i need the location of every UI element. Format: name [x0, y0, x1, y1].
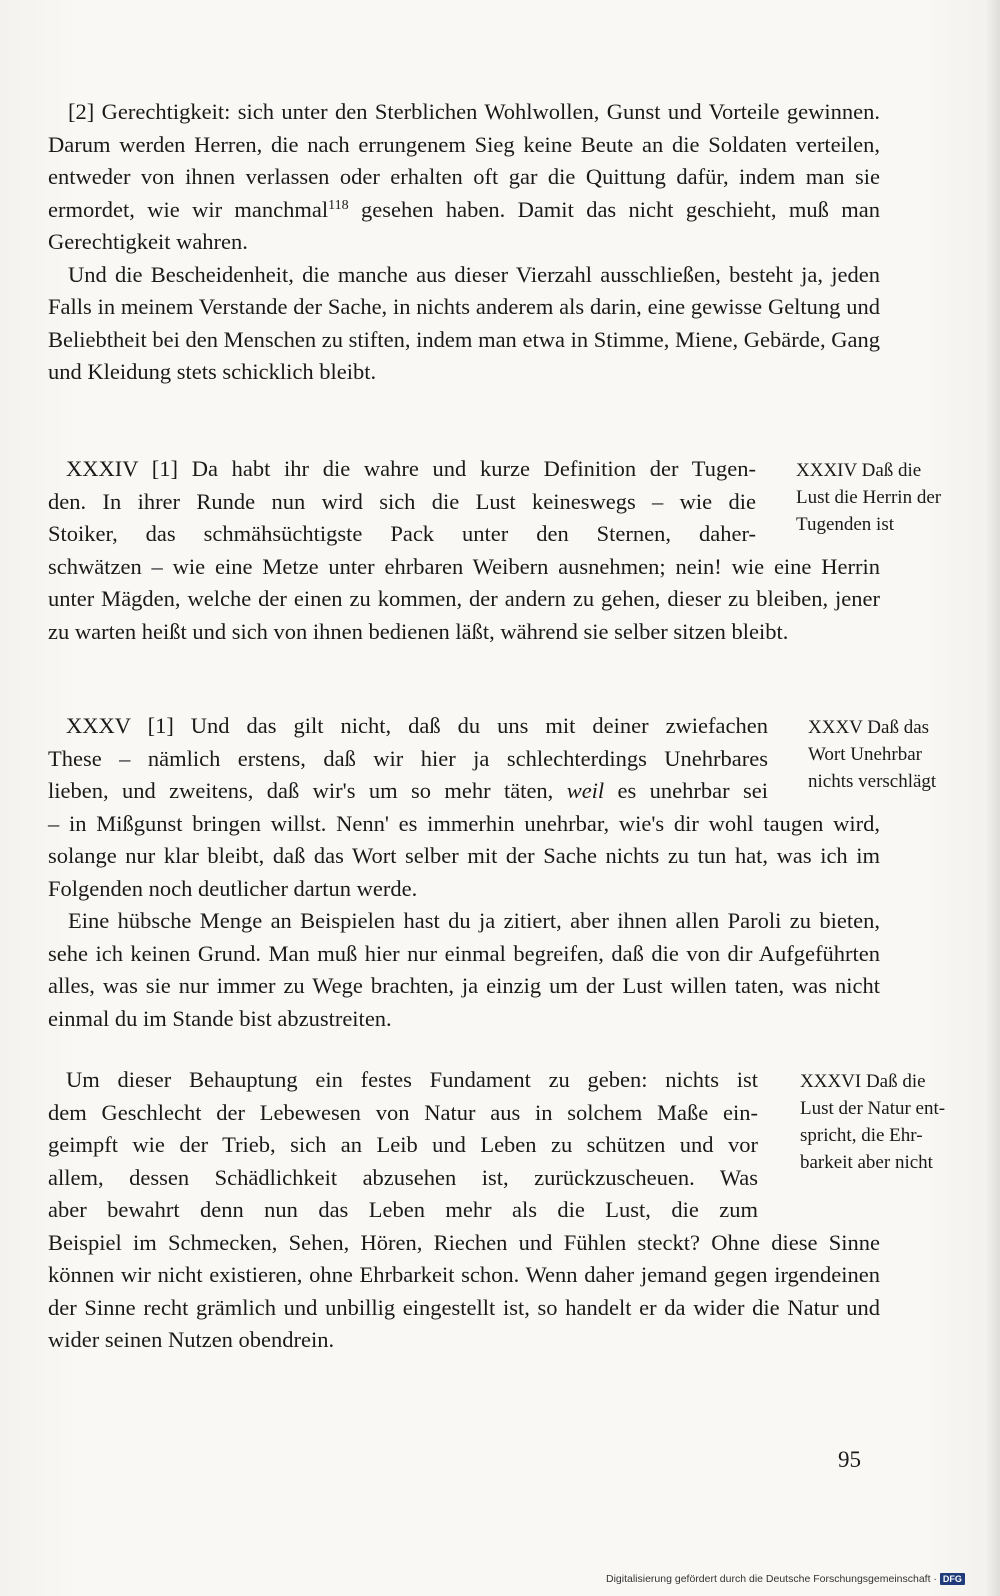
text-line: These – nämlich erstens, daß wir hier ja schlechterdings Unehrbares — [48, 745, 768, 771]
paragraph: – in Mißgunst bringen willst. Nenn' es immerhin unehrbar, wie's dir wohl taugen wird, solange nur klar bleibt, daß das Wort selber mit der Sache nichts zu tun hat, was ich im Folgenden noch deutlicher dartun werde. — [48, 810, 880, 901]
line-text: lieben, und zweitens, daß wir's um so mehr täten, — [48, 778, 554, 803]
text-line — [48, 775, 768, 808]
text-block-xxxvi — [48, 1064, 880, 1357]
narrow-lines — [48, 710, 768, 808]
text-line: allem, dessen Schädlichkeit abzusehen ist, zurückzuscheuen. Was — [48, 1164, 758, 1190]
text-line: geimpft wie der Trieb, sich an Leib und Leben zu schützen und vor — [48, 1132, 758, 1157]
text-line: XXXV [1] Und das gilt nicht, daß du uns mit deiner zwiefachen — [66, 713, 768, 738]
text-block-justice — [48, 96, 880, 389]
line-text-end: es unehrbar sei — [604, 778, 768, 803]
paragraph: Und die Bescheidenheit, die manche aus dieser Vierzahl ausschließen, besteht ja, jeden Falls in meinem Verstande der Sache, in nichts anderem als darin, eine gewisse Geltung und Beliebtheit bei den Menschen zu stiften, indem man etwa in Stimme, Miene, Gebärde, Gang und Kleidung stets schicklich bleibt. — [48, 261, 880, 384]
narrow-lines — [48, 453, 756, 551]
paragraph: Beispiel im Schmecken, Sehen, Hören, Riechen und Fühlen steckt? Ohne diese Sinne können wir nicht existieren, ohne Ehrbarkeit schon. Wenn daher jemand gegen irgendeinen der Sinne recht grämlich und unbillig eingestellt ist, so handelt er da wider die Natur und wider seinen Nutzen obendrein. — [48, 1229, 880, 1352]
emphasis: weil — [566, 778, 605, 803]
page-number: 95 — [838, 1447, 861, 1472]
paragraph: schwätzen – wie eine Metze unter ehrbaren Weibern ausnehmen; nein! wie eine Herrin unter Mägden, welche der einen zu kommen, der andern zu gehen, dieser zu bleiben, jener zu warten heißt und sich von ihnen bedienen läßt, während sie selber sitzen bleibt. — [48, 553, 880, 644]
marginal-note-xxxv — [808, 714, 998, 795]
text-line: dem Geschlecht der Lebewesen von Natur aus in solchem Maße ein- — [48, 1099, 758, 1125]
page-spine-shadow — [986, 0, 1000, 1596]
marginal-line: XXXV Daß das — [808, 717, 930, 738]
text-block-xxxv — [48, 710, 880, 1035]
digitization-footer — [606, 1573, 1000, 1593]
marginal-line: XXXVI Daß die — [800, 1071, 926, 1092]
text-block-xxxiv — [48, 453, 880, 648]
marginal-line: Lust der Natur ent- — [800, 1098, 946, 1119]
narrow-lines — [48, 1064, 758, 1227]
marginal-line: spricht, die Ehr- — [800, 1125, 923, 1146]
marginal-line: Tugenden ist — [796, 514, 895, 535]
text-line: Stoiker, das schmähsüchtigste Pack unter den Sternen, daher- — [48, 521, 756, 546]
footnote-marker: 118 — [328, 197, 349, 213]
marginal-line: XXXIV Daß die — [796, 460, 922, 481]
paragraph: Eine hübsche Menge an Beispielen hast du ja zitiert, aber ihnen allen Paroli zu bieten, sehe ich keinen Grund. Man muß hier nur einmal begreifen, daß die von dir Aufgeführten alles, was sie nur immer zu Wege brachten, ja einzig um der Lust willen taten, was nicht einmal du im Stande bist abzustreiten. — [48, 908, 880, 1031]
paragraph-text: [2] Gerechtigkeit: sich unter den Sterblichen Wohlwollen, Gunst und Vorteile gewinnen. Darum werden Herren, die nach errungenem Sieg keine Beute an die Soldaten verteilen, entweder von ihnen verlassen oder erhalten oft gar die Quittung dafür, indem man sie ermordet, wie wir manchmal — [48, 99, 880, 222]
marginal-line: Wort Unehrbar — [808, 744, 923, 765]
text-line: aber bewahrt denn nun das Leben mehr als die Lust, die zum — [48, 1197, 758, 1222]
footer-text: Digitalisierung gefördert durch die Deutsche Forschungsgemeinschaft · — [606, 1573, 937, 1585]
paragraph-text-end: gesehen haben. Damit das nicht geschieht, muß man Gerechtigkeit wahren. — [48, 196, 880, 254]
text-line: den. In ihrer Runde nun wird sich die Lust keineswegs – wie die — [48, 488, 756, 514]
paragraph — [48, 96, 880, 259]
dfg-logo-icon: DFG — [940, 1573, 965, 1585]
marginal-line: Lust die Herrin der — [796, 487, 942, 508]
text-line: Um dieser Behauptung ein festes Fundament zu geben: nichts ist — [66, 1067, 758, 1092]
text-line: XXXIV [1] Da habt ihr die wahre und kurze Definition der Tugen- — [66, 456, 756, 481]
marginal-line: nichts verschlägt — [808, 771, 937, 792]
marginal-line: barkeit aber nicht — [800, 1152, 933, 1173]
marginal-note-xxxvi — [800, 1068, 990, 1176]
marginal-note-xxxiv — [796, 457, 986, 538]
